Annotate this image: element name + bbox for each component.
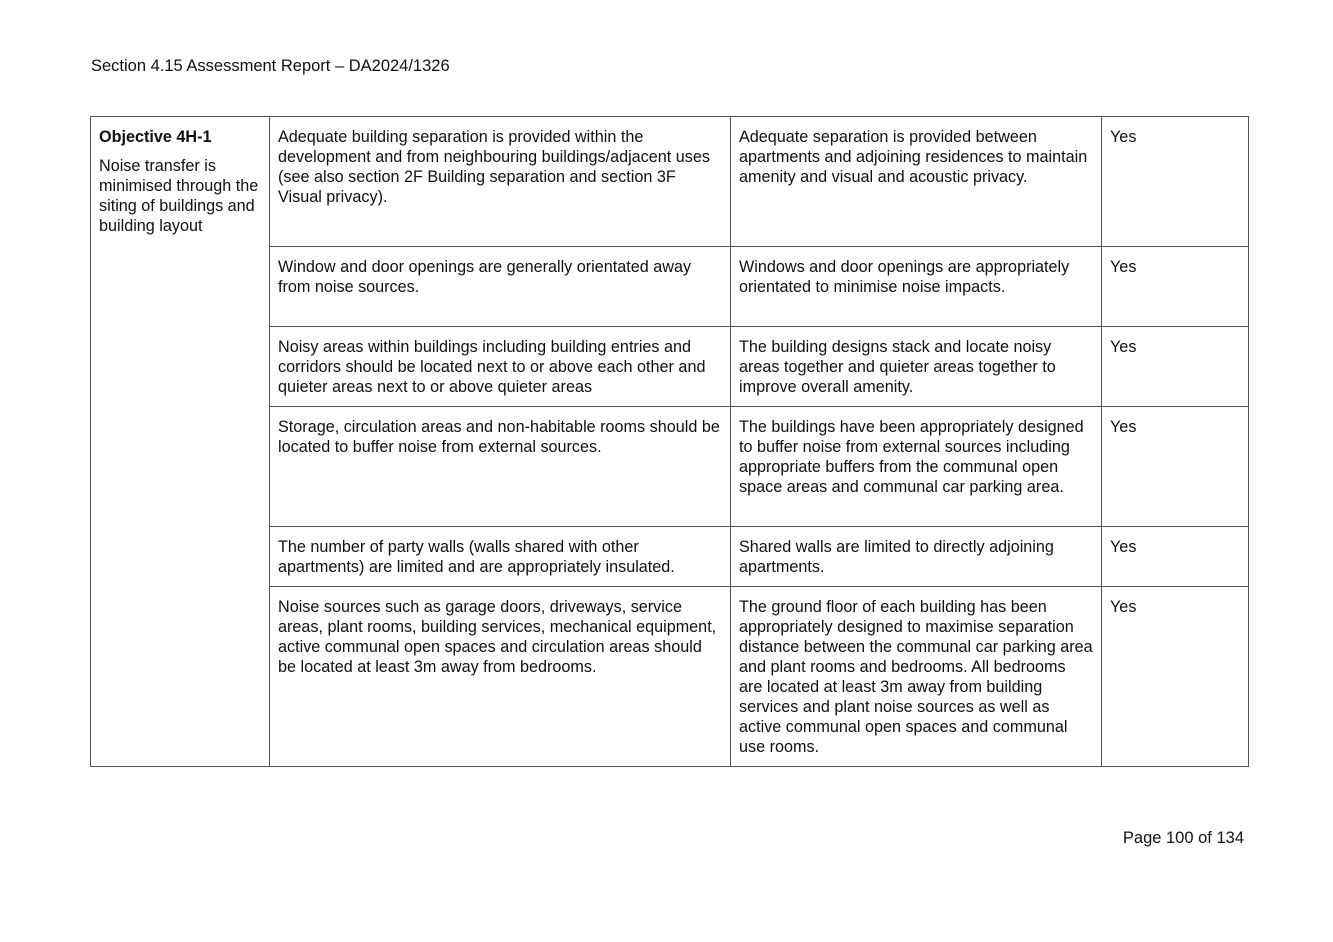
objective-title: Objective 4H-1 — [99, 128, 212, 146]
compliance-cell: Yes — [1102, 247, 1249, 327]
comment-cell: Windows and door openings are appropriately orientated to minimise noise impacts. — [731, 247, 1102, 327]
compliance-cell: Yes — [1102, 327, 1249, 407]
compliance-cell: Yes — [1102, 527, 1249, 587]
comment-cell: The buildings have been appropriately designed to buffer noise from external sources including appropriate buffers from the communal open space areas and communal car parking area. — [731, 407, 1102, 527]
criteria-cell: Storage, circulation areas and non-habitable rooms should be located to buffer noise from external sources. — [270, 407, 731, 527]
assessment-table — [90, 116, 1249, 767]
comment-cell: The ground floor of each building has been appropriately designed to maximise separation distance between the communal car parking area and plant rooms and bedrooms. All bedrooms are located at least 3m away from building services and plant noise sources as well as active communal open spaces and communal use rooms. — [731, 587, 1102, 767]
criteria-cell: Window and door openings are generally orientated away from noise sources. — [270, 247, 731, 327]
criteria-cell: Noisy areas within buildings including building entries and corridors should be located next to or above each other and quieter areas next to or above quieter areas — [270, 327, 731, 407]
table-row — [91, 117, 1249, 247]
comment-cell: The building designs stack and locate noisy areas together and quieter areas together to improve overall amenity. — [731, 327, 1102, 407]
page-header: Section 4.15 Assessment Report – DA2024/1326 — [91, 57, 450, 75]
criteria-cell: Noise sources such as garage doors, driveways, service areas, plant rooms, building services, mechanical equipment, active communal open spaces and circulation areas should be located at least 3m away from bedrooms. — [270, 587, 731, 767]
page-number: Page 100 of 134 — [1122, 829, 1244, 847]
compliance-cell: Yes — [1102, 117, 1249, 247]
comment-cell: Adequate separation is provided between apartments and adjoining residences to maintain amenity and visual and acoustic privacy. — [731, 117, 1102, 247]
compliance-cell: Yes — [1102, 587, 1249, 767]
objective-cell — [91, 117, 270, 767]
comment-cell: Shared walls are limited to directly adjoining apartments. — [731, 527, 1102, 587]
criteria-cell: Adequate building separation is provided within the development and from neighbouring buildings/adjacent uses (see also section 2F Building separation and section 3F Visual privacy). — [270, 117, 731, 247]
objective-description: Noise transfer is minimised through the siting of buildings and building layout — [99, 157, 259, 235]
compliance-cell: Yes — [1102, 407, 1249, 527]
criteria-cell: The number of party walls (walls shared with other apartments) are limited and are appropriately insulated. — [270, 527, 731, 587]
